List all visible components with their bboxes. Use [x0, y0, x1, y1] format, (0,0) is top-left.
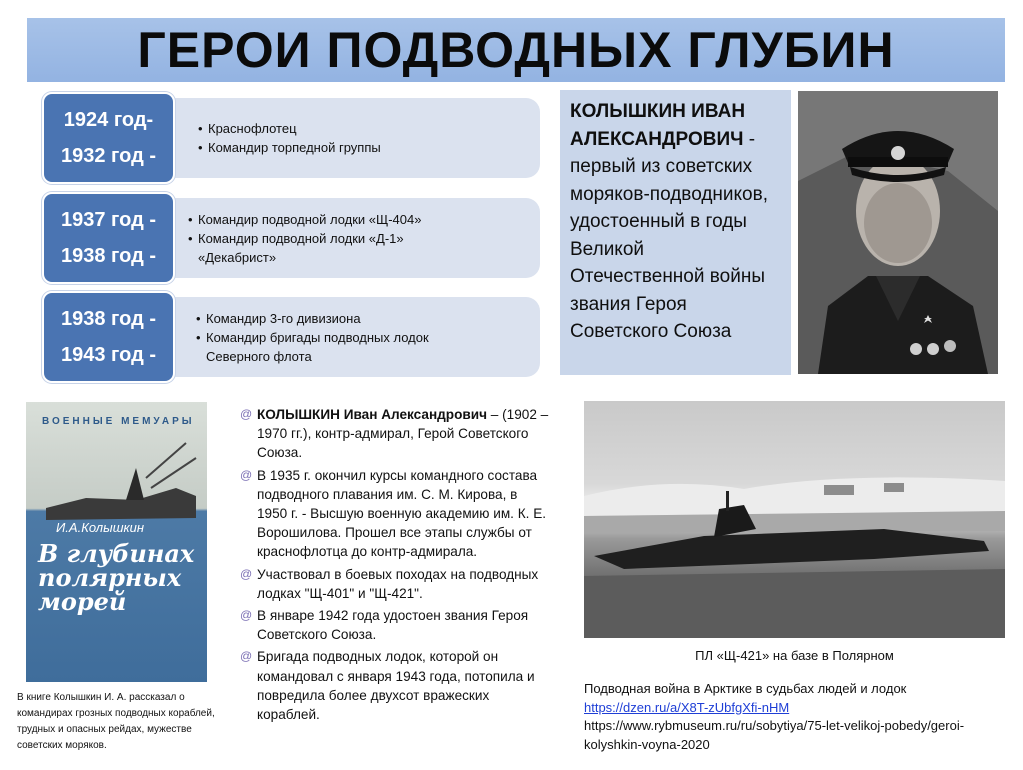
year-start: 1938 год -: [61, 308, 156, 330]
timeline-panel: [162, 297, 540, 377]
portrait-illustration: [798, 91, 998, 374]
hero-name: КОЛЫШКИН ИВАН АЛЕКСАНДРОВИЧ: [570, 101, 746, 150]
timeline-years: [42, 291, 175, 383]
year-end: 1943 год -: [61, 344, 156, 366]
spiral-bullet-icon: @: [240, 566, 253, 581]
bio-paragraph: [240, 647, 550, 724]
timeline-item: • Краснофлотец: [198, 119, 381, 138]
timeline-item: • Командир 3-го дивизиона: [196, 309, 466, 328]
book-title: [38, 539, 195, 616]
year-end: 1938 год -: [61, 245, 156, 267]
submarine-photo: [584, 401, 1005, 638]
year-end: 1932 год -: [61, 145, 156, 167]
timeline-item: • Командир торпедной группы: [198, 138, 381, 157]
bio-paragraph: [240, 466, 550, 562]
spiral-bullet-icon: @: [240, 407, 253, 421]
timeline-panel: [162, 98, 540, 178]
source-link[interactable]: https://dzen.ru/a/X8T-zUbfgXfi-nHM: [584, 699, 790, 715]
page-title: ГЕРОИ ПОДВОДНЫХ ГЛУБИН: [137, 22, 895, 78]
timeline-row: [42, 192, 540, 284]
timeline-item: • Командир подводной лодки «Д-1» «Декабрист»: [188, 229, 458, 267]
bio-paragraph: [240, 405, 550, 463]
bio-name: КОЛЫШКИН Иван Александрович: [257, 407, 487, 422]
book-series: ВОЕННЫЕ МЕМУАРЫ: [42, 416, 195, 427]
timeline-panel: [162, 198, 540, 278]
bio-paragraph: [240, 565, 550, 603]
spiral-bullet-icon: @: [240, 467, 253, 482]
bio-text: В 1935 г. окончил курсы командного состава подводного плавания им. С. М. Кирова, в 1950 г. - Высшую военную академию им. К. Е. Ворошилова. Прошел все этапы службы от краснофлотца до контр-адмирала.: [257, 467, 547, 560]
spiral-bullet-icon: @: [240, 608, 253, 623]
hero-summary: [560, 90, 791, 375]
spiral-bullet-icon: @: [240, 649, 253, 664]
timeline-item: • Командир подводной лодки «Щ-404»: [188, 210, 458, 229]
timeline-years: [42, 92, 175, 184]
book-cover: [26, 402, 207, 682]
bio-intro: – (1902 – 1970 гг.), контр-адмирал, Герой Советского Союза.: [257, 407, 549, 461]
source-url[interactable]: https://www.rybmuseum.ru/ru/sobytiya/75-let-velikoj-pobedy/geroi-kolyshkin-voyna-2020: [584, 718, 965, 752]
book-caption: В книге Колышкин И. А. рассказал о командирах грозных подводных кораблей, трудных и опасных рейдах, мужестве советских моряков.: [17, 692, 215, 751]
year-start: 1924 год-: [63, 109, 154, 131]
bio-text: Бригада подводных лодок, которой он командовал с января 1943 года, потопила и повредила более двухсот вражеских кораблей.: [257, 649, 535, 723]
sources: [584, 680, 1004, 754]
timeline-row: [42, 291, 540, 383]
submarine-illustration: [584, 401, 1005, 638]
bio-paragraph: [240, 606, 550, 644]
biography: [240, 405, 550, 727]
timeline-row: [42, 92, 540, 184]
timeline-years: [42, 192, 175, 284]
bio-text: В январе 1942 года удостоен звания Героя Советского Союза.: [257, 608, 529, 643]
portrait-photo: [798, 91, 998, 374]
year-start: 1937 год -: [61, 209, 156, 231]
book-title-line: морей: [38, 587, 127, 616]
photo-caption: ПЛ «Щ-421» на базе в Полярном: [695, 648, 894, 663]
book-title-line: полярных: [38, 563, 182, 592]
sources-heading: Подводная война в Арктике в судьбах людей и лодок: [584, 681, 907, 696]
bio-text: Участвовал в боевых походах на подводных лодках "Щ-401" и "Щ-421".: [257, 566, 539, 601]
book-author: И.А.Колышкин: [56, 520, 145, 535]
hero-description: - первый из советских моряков-подводников, удостоенный в годы Великой Отечественной войны звания Героя Советского Союза: [570, 128, 768, 342]
title-bar: [27, 18, 1005, 82]
timeline-item: • Командир бригады подводных лодок Северного флота: [196, 328, 466, 366]
book-title-line: В глубинах: [38, 539, 195, 568]
